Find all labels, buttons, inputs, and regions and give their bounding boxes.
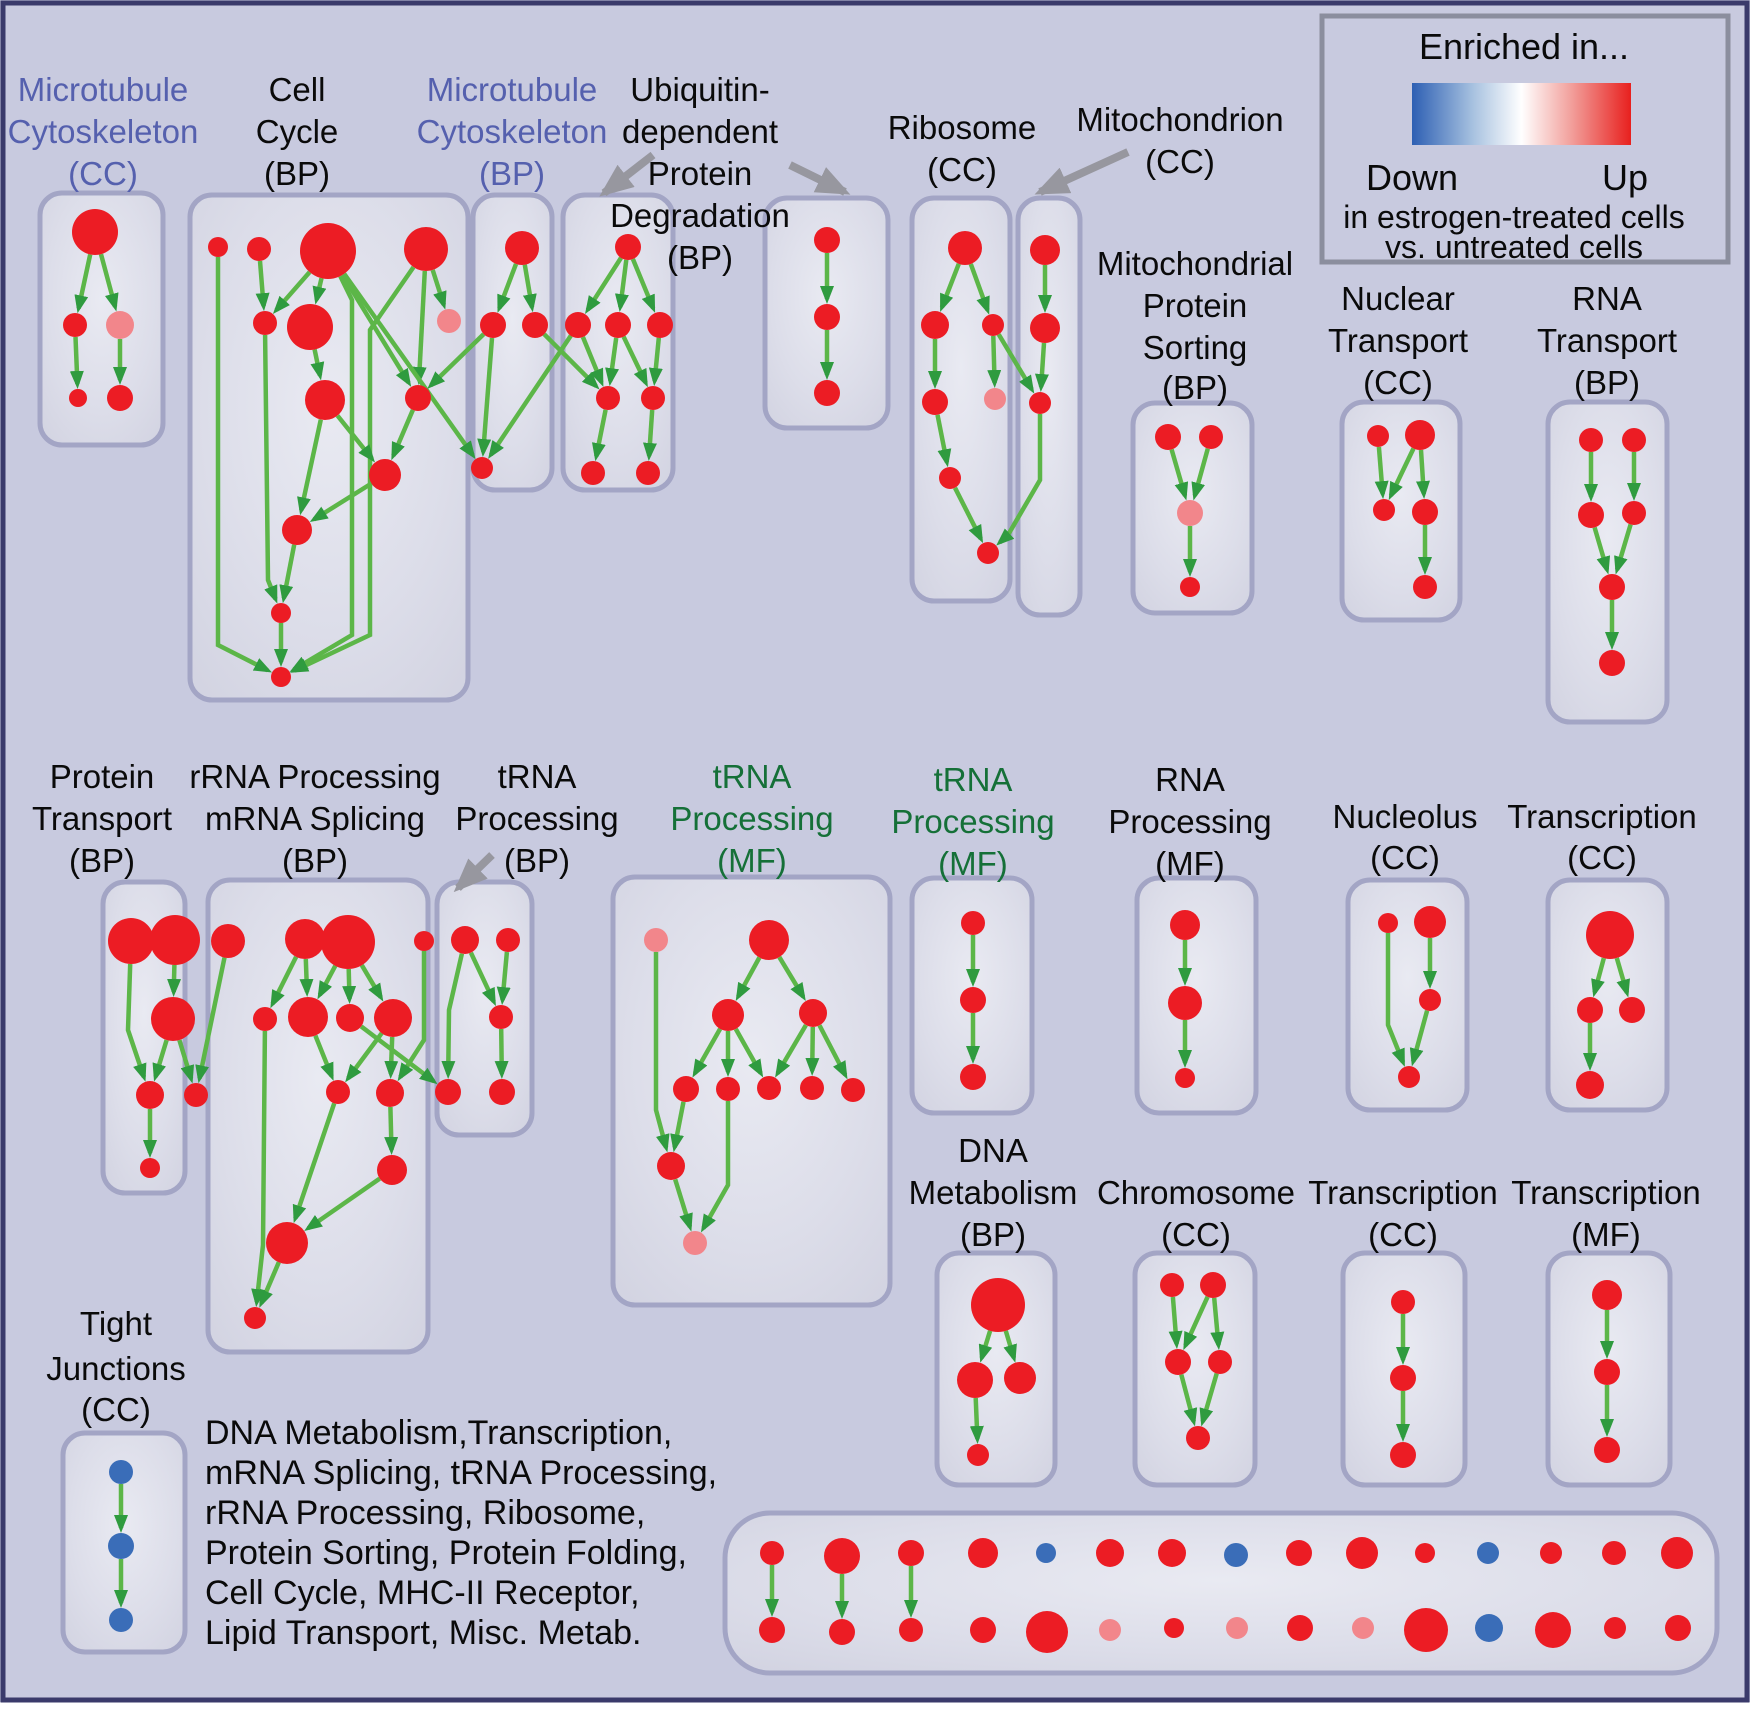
go-term-node-protein-transport-bp-5 [140,1158,160,1178]
go-term-node-rrna-processing-mrna-splicing-bp-7 [374,999,412,1037]
cluster-title-transcription-mf-line0: Transcription [1511,1174,1701,1211]
go-term-node-misc-bottom-strip-3 [829,1619,855,1645]
go-term-node-rrna-processing-mrna-splicing-bp-1 [285,919,325,959]
go-term-node-rrna-processing-mrna-splicing-bp-9 [376,1079,404,1107]
go-term-node-misc-bottom-strip-13 [1164,1618,1184,1638]
go-term-node-transcription-cc-row2-3 [1576,1071,1604,1099]
legend-subline-1: in estrogen-treated cells [1343,199,1685,235]
go-term-node-misc-bottom-strip-4 [898,1540,924,1566]
misc-categories-note-line5: Lipid Transport, Misc. Metab. [205,1614,642,1652]
go-term-node-chromosome-cc-2 [1165,1349,1191,1375]
cluster-title-rna-transport-bp-line0: RNA [1572,280,1642,317]
go-term-node-protein-transport-bp-4 [184,1083,208,1107]
go-term-node-cell-cycle-bp-7 [305,380,345,420]
go-term-node-nuclear-transport-cc-1 [1405,420,1435,450]
cluster-title-dna-metabolism-bp-line1: Metabolism [908,1174,1078,1211]
go-term-node-transcription-mf-1 [1594,1359,1620,1385]
go-term-node-trna-processing-mf-large-3 [799,999,827,1027]
cluster-title-protein-transport-bp-line1: Transport [32,800,172,837]
cluster-title-protein-transport-bp-line2: (BP) [69,842,135,879]
cluster-title-trna-processing-bp-line2: (BP) [504,842,570,879]
cluster-title-mitochondrial-protein-sorting-bp-line0: Mitochondrial [1096,245,1294,282]
go-term-node-ubiquitin-degradation-bp-2-1 [814,304,840,330]
go-term-node-misc-bottom-strip-26 [1602,1541,1626,1565]
go-term-node-transcription-cc-row3-1 [1390,1365,1416,1391]
go-term-node-ribosome-cc-3 [922,389,948,415]
cluster-title-nucleolus-cc-line0: Nucleolus [1332,798,1478,835]
go-term-node-tight-junctions-cc-2 [109,1608,133,1632]
legend-colorbar [1412,83,1631,145]
cluster-title-tight-junctions-cc-line0: Tight [79,1305,153,1342]
cluster-box-nuclear-transport-cc [1342,402,1460,620]
go-term-node-misc-bottom-strip-21 [1404,1608,1448,1652]
legend-subline-2: vs. untreated cells [1385,229,1643,265]
go-term-node-cell-cycle-bp-3 [404,227,448,271]
cluster-title-microtubule-cytoskeleton-bp-line2: (BP) [479,155,545,192]
go-term-node-mitochondrion-cc-1 [1030,313,1060,343]
go-term-node-dna-metabolism-bp-3 [967,1444,989,1466]
go-term-node-trna-processing-mf-small-1 [960,987,986,1013]
cluster-title-trna-processing-mf-large-line1: Processing [670,800,834,837]
go-term-node-nuclear-transport-cc-4 [1413,575,1437,599]
cluster-title-mitochondrial-protein-sorting-bp-line2: Sorting [1142,329,1248,366]
misc-categories-note-line4: Cell Cycle, MHC-II Receptor, [205,1574,640,1612]
edge-arrow [174,965,175,992]
go-term-node-ubiquitin-degradation-bp-1-5 [641,386,665,410]
cluster-title-mitochondrial-protein-sorting-bp-line3: (BP) [1162,369,1228,406]
go-term-node-misc-bottom-strip-1 [759,1617,785,1643]
cluster-title-transcription-cc-row2-line0: Transcription [1507,798,1697,835]
go-term-node-chromosome-cc-3 [1208,1350,1232,1374]
go-term-node-misc-bottom-strip-19 [1352,1617,1374,1639]
go-term-node-trna-processing-mf-large-9 [657,1152,685,1180]
go-term-node-cell-cycle-bp-12 [271,667,291,687]
cluster-title-cell-cycle-bp-line2: (BP) [264,155,330,192]
cluster-box-misc-bottom-strip [725,1513,1717,1673]
go-term-node-misc-bottom-strip-20 [1415,1543,1435,1563]
cluster-title-ubiquitin-degradation-bp-1-line4: (BP) [667,239,733,276]
cluster-title-cell-cycle-bp-line0: Cell [268,71,326,108]
go-term-node-rrna-processing-mrna-splicing-bp-6 [336,1004,364,1032]
go-term-node-protein-transport-bp-0 [108,918,154,964]
go-term-node-mitochondrial-protein-sorting-bp-0 [1155,424,1181,450]
cluster-title-transcription-cc-row2-line1: (CC) [1567,839,1637,876]
edge-arrow [976,1398,978,1439]
go-term-node-ribosome-cc-1 [921,311,949,339]
go-term-node-cell-cycle-bp-11 [271,603,291,623]
go-term-node-tight-junctions-cc-1 [108,1533,134,1559]
go-term-node-microtubule-cytoskeleton-cc-1 [63,313,87,337]
cluster-title-nuclear-transport-cc-line2: (CC) [1363,364,1433,401]
go-term-node-cell-cycle-bp-5 [287,304,333,350]
go-term-node-ribosome-cc-2 [982,314,1004,336]
go-term-node-rrna-processing-mrna-splicing-bp-10 [377,1155,407,1185]
go-term-node-trna-processing-mf-large-1 [749,920,789,960]
go-term-node-cell-cycle-bp-2 [300,223,356,279]
go-term-node-transcription-mf-2 [1594,1437,1620,1463]
cluster-title-rrna-processing-mrna-splicing-bp-line0: rRNA Processing [189,758,441,795]
misc-categories-note-line0: DNA Metabolism,Transcription, [205,1414,673,1452]
go-term-node-ubiquitin-degradation-bp-2-2 [814,380,840,406]
go-term-node-transcription-cc-row3-0 [1391,1290,1415,1314]
edge-arrow [649,410,652,456]
go-term-node-dna-metabolism-bp-0 [971,1278,1025,1332]
misc-categories-note-line1: mRNA Splicing, tRNA Processing, [205,1454,718,1492]
go-term-node-rrna-processing-mrna-splicing-bp-8 [326,1080,350,1104]
cluster-title-ribosome-cc-line0: Ribosome [887,109,1037,146]
go-term-node-cell-cycle-bp-10 [282,515,312,545]
go-term-node-misc-bottom-strip-17 [1287,1615,1313,1641]
cluster-title-microtubule-cytoskeleton-cc-line2: (CC) [68,155,138,192]
cluster-title-rna-processing-mf-line1: Processing [1108,803,1272,840]
cluster-title-trna-processing-mf-large-line2: (MF) [717,842,787,879]
cluster-title-mitochondrial-protein-sorting-bp-line1: Protein [1142,287,1248,324]
go-term-node-trna-processing-bp-3 [435,1079,461,1105]
go-term-node-transcription-cc-row2-0 [1586,911,1634,959]
go-term-node-nucleolus-cc-1 [1414,906,1446,938]
cluster-title-tight-junctions-cc-line1: Junctions [46,1350,186,1387]
go-term-node-tight-junctions-cc-0 [109,1460,133,1484]
edge-arrow [812,1027,813,1071]
go-term-node-nucleolus-cc-3 [1398,1066,1420,1088]
go-term-node-cell-cycle-bp-1 [247,237,271,261]
go-term-node-trna-processing-mf-large-6 [757,1076,781,1100]
legend-up-label: Up [1601,157,1649,198]
go-term-node-protein-transport-bp-2 [151,997,195,1041]
go-term-node-ubiquitin-degradation-bp-1-6 [581,461,605,485]
go-term-node-misc-bottom-strip-10 [1096,1539,1124,1567]
go-term-node-transcription-mf-0 [1592,1280,1622,1310]
go-term-node-trna-processing-mf-small-0 [961,911,985,935]
go-term-node-rna-transport-bp-5 [1599,650,1625,676]
go-term-node-ubiquitin-degradation-bp-1-3 [647,312,673,338]
go-term-node-misc-bottom-strip-14 [1224,1543,1248,1567]
edge-arrow [1041,343,1044,387]
cluster-title-transcription-cc-row3-line1: (CC) [1368,1216,1438,1253]
go-term-node-ribosome-cc-0 [948,231,982,265]
go-term-node-rrna-processing-mrna-splicing-bp-5 [288,997,328,1037]
edge-arrow [76,337,78,384]
go-term-node-ubiquitin-degradation-bp-1-2 [605,312,631,338]
cluster-title-ubiquitin-degradation-bp-1-line1: dependent [622,113,778,150]
go-term-node-ubiquitin-degradation-bp-1-4 [596,386,620,410]
go-term-node-transcription-cc-row2-2 [1619,997,1645,1023]
cluster-title-trna-processing-bp-line1: Processing [455,800,619,837]
go-term-node-misc-bottom-strip-28 [1661,1537,1693,1569]
go-term-node-cell-cycle-bp-8 [405,385,431,411]
go-term-node-rrna-processing-mrna-splicing-bp-3 [414,931,434,951]
go-term-node-microtubule-cytoskeleton-cc-2 [106,311,134,339]
go-term-node-ubiquitin-degradation-bp-2-0 [814,227,840,253]
go-term-node-trna-processing-bp-1 [496,928,520,952]
go-term-node-cell-cycle-bp-4 [253,311,277,335]
go-term-node-rna-transport-bp-4 [1599,574,1625,600]
go-term-node-mitochondrial-protein-sorting-bp-1 [1199,425,1223,449]
go-term-node-chromosome-cc-0 [1160,1273,1184,1297]
go-term-node-transcription-cc-row2-1 [1577,997,1603,1023]
go-term-node-microtubule-cytoskeleton-cc-3 [69,389,87,407]
misc-categories-note-line2: rRNA Processing, Ribosome, [205,1494,646,1532]
go-term-node-microtubule-cytoskeleton-bp-0 [505,231,539,265]
go-term-node-ribosome-cc-5 [939,467,961,489]
go-term-node-nuclear-transport-cc-0 [1367,425,1389,447]
cluster-title-nucleolus-cc-line1: (CC) [1370,839,1440,876]
go-term-node-misc-bottom-strip-12 [1158,1539,1186,1567]
go-term-node-rna-transport-bp-1 [1622,428,1646,452]
go-term-node-cell-cycle-bp-6 [437,309,461,333]
cluster-title-microtubule-cytoskeleton-cc-line1: Cytoskeleton [7,113,199,150]
edge-arrow [501,1029,502,1074]
go-term-node-microtubule-cytoskeleton-cc-0 [72,209,118,255]
edge-arrow [390,1107,391,1150]
go-term-node-rna-transport-bp-0 [1579,428,1603,452]
cluster-title-ubiquitin-degradation-bp-1-line0: Ubiquitin- [630,71,770,108]
go-term-node-misc-bottom-strip-27 [1604,1617,1626,1639]
cluster-title-tight-junctions-cc-line2: (CC) [81,1391,151,1428]
go-term-node-microtubule-cytoskeleton-cc-4 [107,385,133,411]
cluster-title-chromosome-cc-line0: Chromosome [1096,1174,1296,1211]
cluster-box-chromosome-cc [1135,1253,1255,1485]
go-term-node-mitochondrion-cc-2 [1029,392,1051,414]
go-term-node-transcription-cc-row3-2 [1390,1442,1416,1468]
go-term-node-dna-metabolism-bp-1 [957,1362,993,1398]
go-term-node-misc-bottom-strip-11 [1099,1619,1121,1641]
go-term-node-ubiquitin-degradation-bp-1-0 [615,234,641,260]
go-term-node-rrna-processing-mrna-splicing-bp-2 [321,915,375,969]
cluster-title-trna-processing-mf-small-line1: Processing [891,803,1055,840]
legend-title: Enriched in... [1418,26,1630,67]
cluster-title-trna-processing-mf-small-line0: tRNA [933,761,1013,798]
go-term-node-trna-processing-bp-2 [489,1005,513,1029]
go-term-node-trna-processing-mf-large-8 [841,1078,865,1102]
cluster-title-trna-processing-mf-large-line0: tRNA [712,758,792,795]
go-term-node-misc-bottom-strip-24 [1540,1542,1562,1564]
go-term-node-misc-bottom-strip-9 [1026,1611,1068,1653]
cluster-title-dna-metabolism-bp-line2: (BP) [960,1216,1026,1253]
go-term-node-microtubule-cytoskeleton-bp-1 [480,312,506,338]
go-term-node-misc-bottom-strip-22 [1477,1542,1499,1564]
go-term-node-misc-bottom-strip-25 [1535,1612,1571,1648]
go-term-node-rna-processing-mf-0 [1170,910,1200,940]
cluster-title-ubiquitin-degradation-bp-1-line2: Protein [647,155,753,192]
go-term-node-mitochondrial-protein-sorting-bp-3 [1180,577,1200,597]
go-term-node-dna-metabolism-bp-2 [1004,1362,1036,1394]
go-term-node-chromosome-cc-1 [1200,1272,1226,1298]
go-term-node-trna-processing-mf-small-2 [960,1064,986,1090]
go-term-node-misc-bottom-strip-15 [1226,1617,1248,1639]
go-term-node-protein-transport-bp-1 [150,915,200,965]
cluster-title-mitochondrion-cc-line0: Mitochondrion [1076,101,1284,138]
go-term-node-misc-bottom-strip-2 [824,1538,860,1574]
cluster-title-cell-cycle-bp-line1: Cycle [255,113,339,150]
edge-arrow [993,336,994,383]
cluster-title-transcription-cc-row3-line0: Transcription [1308,1174,1498,1211]
go-term-node-trna-processing-mf-large-4 [673,1076,699,1102]
cluster-title-rrna-processing-mrna-splicing-bp-line2: (BP) [282,842,348,879]
cluster-title-ribosome-cc-line1: (CC) [927,151,997,188]
go-term-node-nucleolus-cc-2 [1419,989,1441,1011]
edge-arrow [391,1037,392,1074]
go-term-node-microtubule-cytoskeleton-bp-2 [522,312,548,338]
go-term-node-rrna-processing-mrna-splicing-bp-11 [266,1222,308,1264]
go-term-node-misc-bottom-strip-16 [1286,1540,1312,1566]
go-term-node-misc-bottom-strip-0 [760,1541,784,1565]
cluster-title-dna-metabolism-bp-line0: DNA [958,1132,1028,1169]
cluster-title-nuclear-transport-cc-line1: Transport [1328,322,1468,359]
go-term-node-ubiquitin-degradation-bp-1-7 [636,461,660,485]
go-term-node-nuclear-transport-cc-3 [1412,499,1438,525]
cluster-title-rrna-processing-mrna-splicing-bp-line1: mRNA Splicing [204,800,426,837]
edge-arrow [349,969,350,999]
go-term-node-misc-bottom-strip-29 [1665,1615,1691,1641]
go-term-node-rrna-processing-mrna-splicing-bp-12 [244,1307,266,1329]
go-term-node-rna-processing-mf-2 [1175,1068,1195,1088]
go-term-node-trna-processing-mf-large-2 [712,999,744,1031]
go-term-node-trna-processing-bp-4 [489,1079,515,1105]
cluster-title-microtubule-cytoskeleton-cc-line0: Microtubule [17,71,189,108]
cluster-title-mitochondrion-cc-line1: (CC) [1145,143,1215,180]
cluster-title-rna-transport-bp-line2: (BP) [1574,364,1640,401]
cluster-title-rna-transport-bp-line1: Transport [1537,322,1677,359]
go-term-node-misc-bottom-strip-8 [1036,1543,1056,1563]
go-term-node-misc-bottom-strip-7 [970,1617,996,1643]
go-term-node-mitochondrial-protein-sorting-bp-2 [1177,500,1203,526]
cluster-title-microtubule-cytoskeleton-bp-line0: Microtubule [426,71,598,108]
go-term-node-nuclear-transport-cc-2 [1373,499,1395,521]
go-term-node-rrna-processing-mrna-splicing-bp-4 [253,1007,277,1031]
go-term-node-cell-cycle-bp-0 [208,237,228,257]
go-term-node-misc-bottom-strip-5 [899,1618,923,1642]
go-term-node-rna-processing-mf-1 [1168,986,1202,1020]
cluster-title-chromosome-cc-line1: (CC) [1161,1216,1231,1253]
go-term-node-mitochondrion-cc-0 [1030,235,1060,265]
go-term-node-trna-processing-mf-large-10 [683,1231,707,1255]
go-term-node-nucleolus-cc-0 [1378,913,1398,933]
go-term-node-cell-cycle-bp-9 [369,459,401,491]
cluster-title-ubiquitin-degradation-bp-1-line3: Degradation [610,197,790,234]
go-term-node-ribosome-cc-4 [984,388,1006,410]
go-term-node-misc-bottom-strip-6 [968,1538,998,1568]
go-term-node-trna-processing-mf-large-5 [716,1077,740,1101]
bottom-white-strip [0,1702,1750,1715]
go-term-node-chromosome-cc-4 [1186,1426,1210,1450]
misc-categories-note-line3: Protein Sorting, Protein Folding, [205,1534,687,1572]
cluster-title-protein-transport-bp-line0: Protein [49,758,155,795]
go-term-node-trna-processing-mf-large-7 [800,1076,824,1100]
go-term-node-trna-processing-bp-0 [451,926,479,954]
go-term-node-trna-processing-mf-large-0 [644,928,668,952]
legend-down-label: Down [1365,157,1459,198]
go-term-node-misc-bottom-strip-23 [1475,1614,1503,1642]
cluster-title-nuclear-transport-cc-line0: Nuclear [1341,280,1455,317]
go-term-node-misc-bottom-strip-18 [1346,1537,1378,1569]
go-term-node-microtubule-cytoskeleton-bp-3 [471,457,493,479]
go-term-node-ubiquitin-degradation-bp-1-1 [565,312,591,338]
cluster-title-trna-processing-bp-line0: tRNA [497,758,577,795]
cluster-title-trna-processing-mf-small-line2: (MF) [938,845,1008,882]
cluster-title-rna-processing-mf-line2: (MF) [1155,845,1225,882]
go-term-node-ribosome-cc-6 [977,542,999,564]
go-term-node-protein-transport-bp-3 [136,1081,164,1109]
edge-arrow [1421,450,1424,494]
cluster-title-transcription-mf-line1: (MF) [1571,1216,1641,1253]
go-term-node-rna-transport-bp-3 [1622,501,1646,525]
cluster-title-rna-processing-mf-line0: RNA [1155,761,1225,798]
go-term-node-rrna-processing-mrna-splicing-bp-0 [211,924,245,958]
cluster-title-microtubule-cytoskeleton-bp-line1: Cytoskeleton [416,113,608,150]
edge-arrow [306,959,307,992]
go-term-node-rna-transport-bp-2 [1578,502,1604,528]
